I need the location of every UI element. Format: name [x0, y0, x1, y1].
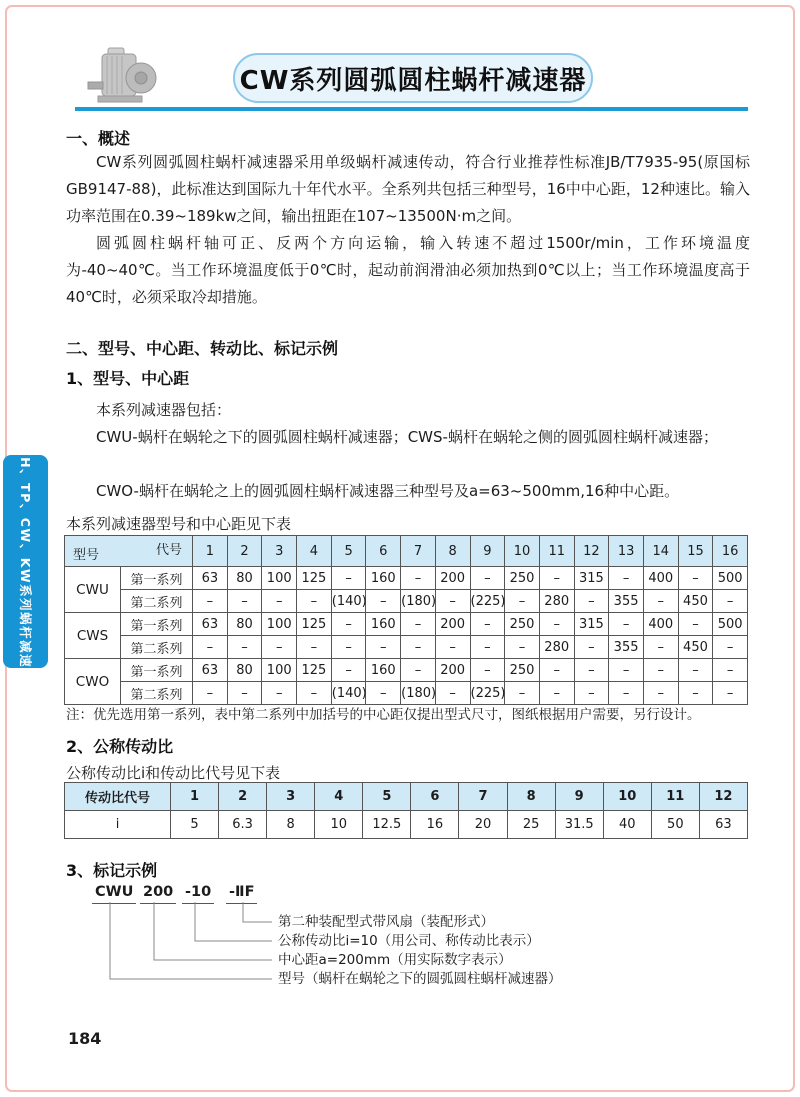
ratio-value-cell: 25	[507, 811, 555, 839]
center-distance-cell: –	[470, 636, 505, 659]
center-distance-cell: 400	[643, 567, 678, 590]
center-distance-cell: –	[609, 567, 644, 590]
center-distance-cell: –	[470, 613, 505, 636]
marking-code-ratio: -10	[182, 884, 214, 904]
center-distance-cell: –	[262, 636, 297, 659]
center-distance-cell: –	[331, 567, 366, 590]
center-distance-cell: –	[609, 659, 644, 682]
center-distance-cell: (180)	[401, 590, 436, 613]
center-distance-cell: 450	[678, 590, 713, 613]
center-distance-cell: (225)	[470, 682, 505, 705]
center-distance-cell: 100	[262, 613, 297, 636]
code-header-cell: 15	[678, 536, 713, 567]
center-distance-cell: –	[401, 636, 436, 659]
center-distance-cell: 280	[539, 636, 574, 659]
ratio-value-cell: 20	[459, 811, 507, 839]
center-distance-cell: –	[574, 636, 609, 659]
series-label-cell: 第一系列	[121, 659, 193, 682]
marking-label-model: 型号（蜗杆在蜗轮之下的圆弧圆柱蜗杆减速器）	[278, 971, 562, 987]
center-distance-cell: –	[401, 567, 436, 590]
ratio-code-cell: 5	[363, 783, 411, 811]
ratio-code-cell: 9	[555, 783, 603, 811]
center-distance-cell: 315	[574, 613, 609, 636]
header-divider	[75, 107, 748, 111]
ratio-table	[64, 782, 748, 839]
center-distance-cell: –	[401, 659, 436, 682]
ratio-code-cell: 12	[699, 783, 747, 811]
table-row	[65, 682, 748, 705]
ratio-value-cell: 6.3	[219, 811, 267, 839]
center-distance-cell: 125	[297, 567, 332, 590]
code-header-cell: 9	[470, 536, 505, 567]
center-distance-cell: –	[574, 659, 609, 682]
table-row	[65, 567, 748, 590]
ratio-code-cell: 7	[459, 783, 507, 811]
center-distance-cell: (180)	[401, 682, 436, 705]
code-header-cell: 6	[366, 536, 401, 567]
ratio-header-row	[65, 783, 748, 811]
center-distance-table-caption: 本系列减速器型号和中心距见下表	[66, 515, 292, 533]
table-row	[65, 613, 748, 636]
center-distance-cell: –	[331, 636, 366, 659]
code-header-cell: 4	[297, 536, 332, 567]
ratio-value-cell: 63	[699, 811, 747, 839]
center-distance-cell: (140)	[331, 682, 366, 705]
code-header-cell: 2	[227, 536, 262, 567]
overview-paragraph: 圆弧圆柱蜗杆轴可正、反两个方向运输，输入转速不超过1500r/min，工作环境温度为-40~40℃。当工作环境温度低于0℃时，起动前润滑油必须加热到0℃以上；当工作环境温度高于40℃时，必须采取冷却措施。	[66, 234, 750, 306]
corner-label-code: 代号	[155, 543, 182, 558]
center-distance-cell: –	[297, 636, 332, 659]
center-distance-cell: 315	[574, 567, 609, 590]
marking-code-center-distance: 200	[140, 884, 176, 904]
ratio-code-cell: 11	[651, 783, 699, 811]
sub3-heading: 3、标记示例	[66, 861, 158, 880]
center-distance-cell: –	[366, 636, 401, 659]
diagonal-corner-cell	[65, 536, 193, 567]
center-distance-cell: –	[366, 682, 401, 705]
center-distance-cell: 80	[227, 613, 262, 636]
center-distance-cell: 500	[713, 567, 748, 590]
center-distance-cell: –	[435, 590, 470, 613]
center-distance-cell: –	[505, 590, 540, 613]
code-header-cell: 11	[539, 536, 574, 567]
center-distance-cell: –	[193, 682, 228, 705]
center-distance-cell: 100	[262, 567, 297, 590]
sub2-heading: 2、公称传动比	[66, 737, 174, 756]
center-distance-cell: –	[366, 590, 401, 613]
code-header-cell: 7	[401, 536, 436, 567]
models-cwu-cws: CWU-蜗杆在蜗轮之下的圆弧圆柱蜗杆减速器；CWS-蜗杆在蜗轮之侧的圆弧圆柱蜗杆减速器；	[96, 428, 718, 446]
ratio-code-cell: 2	[219, 783, 267, 811]
ratio-code-cell: 4	[315, 783, 363, 811]
ratio-value-cell: 12.5	[363, 811, 411, 839]
ratio-code-cell: 3	[267, 783, 315, 811]
models-intro: 本系列减速器包括：	[96, 401, 232, 419]
center-distance-cell: –	[539, 682, 574, 705]
center-distance-cell: –	[609, 613, 644, 636]
series-label-cell: 第二系列	[121, 590, 193, 613]
center-distance-cell: –	[227, 636, 262, 659]
center-distance-cell: –	[678, 659, 713, 682]
center-distance-cell: –	[470, 567, 505, 590]
center-distance-cell: –	[193, 590, 228, 613]
corner-label-model: 型号	[73, 548, 100, 563]
center-distance-cell: –	[678, 682, 713, 705]
center-distance-cell: –	[262, 682, 297, 705]
center-distance-cell: –	[539, 659, 574, 682]
center-distance-cell: 280	[539, 590, 574, 613]
code-header-cell: 13	[609, 536, 644, 567]
center-distance-cell: –	[713, 590, 748, 613]
center-distance-cell: –	[297, 682, 332, 705]
center-distance-cell: –	[678, 613, 713, 636]
center-distance-cell: 200	[435, 659, 470, 682]
section2-heading: 二、型号、中心距、转动比、标记示例	[66, 339, 339, 358]
center-distance-cell: –	[227, 682, 262, 705]
center-distance-cell: –	[713, 636, 748, 659]
ratio-value-cell: 40	[603, 811, 651, 839]
table-row	[65, 590, 748, 613]
center-distance-cell: 200	[435, 567, 470, 590]
ratio-value-cell: 50	[651, 811, 699, 839]
center-distance-cell: –	[574, 682, 609, 705]
center-distance-cell: –	[643, 659, 678, 682]
center-distance-cell: –	[713, 682, 748, 705]
ratio-value-cell: 10	[315, 811, 363, 839]
series-label-cell: 第二系列	[121, 682, 193, 705]
marking-connector-lines	[90, 902, 290, 987]
center-distance-cell: 400	[643, 613, 678, 636]
center-distance-cell: 160	[366, 659, 401, 682]
ratio-code-cell: 8	[507, 783, 555, 811]
series-label-cell: 第二系列	[121, 636, 193, 659]
center-distance-cell: –	[470, 659, 505, 682]
marking-label-ratio: 公称传动比i=10（用公司、称传动比表示）	[278, 933, 540, 949]
ratio-code-cell: 6	[411, 783, 459, 811]
ratio-value-cell: 8	[267, 811, 315, 839]
page-title: CW系列圆弧圆柱蜗杆减速器	[233, 53, 593, 103]
center-distance-cell: 63	[193, 613, 228, 636]
code-header-cell: 5	[331, 536, 366, 567]
ratio-code-cell: 10	[603, 783, 651, 811]
code-header-cell: 10	[505, 536, 540, 567]
center-distance-cell: 500	[713, 613, 748, 636]
center-distance-cell: –	[505, 682, 540, 705]
center-distance-cell: 250	[505, 613, 540, 636]
ratio-value-row	[65, 811, 748, 839]
center-distance-cell: –	[643, 636, 678, 659]
marking-code-assembly: -ⅡF	[226, 884, 257, 904]
code-header-cell: 12	[574, 536, 609, 567]
center-distance-cell: –	[643, 682, 678, 705]
center-distance-cell: (225)	[470, 590, 505, 613]
center-distance-cell: 160	[366, 567, 401, 590]
center-distance-cell: –	[643, 590, 678, 613]
overview-heading: 一、概述	[66, 129, 131, 148]
center-distance-cell: 355	[609, 590, 644, 613]
worm-gearbox-photo	[84, 44, 164, 108]
center-distance-header-row	[65, 536, 748, 567]
center-distance-cell: –	[262, 590, 297, 613]
center-distance-cell: –	[574, 590, 609, 613]
ratio-table-caption: 公称传动比i和传动比代号见下表	[66, 764, 281, 782]
overview-body	[66, 149, 750, 311]
overview-paragraph: CW系列圆弧圆柱蜗杆减速器采用单级蜗杆减速传动，符合行业推荐性标准JB/T7935-95(原国标GB9147-88)，此标准达到国际九十年代水平。全系列共包括三种型号，16中中心距，12种速比。输入功率范围在0.39~189kw之间，输出扭距在107~13500N·m之间。	[66, 153, 750, 225]
center-distance-cell: 125	[297, 613, 332, 636]
center-distance-cell: 80	[227, 659, 262, 682]
center-distance-cell: –	[193, 636, 228, 659]
ratio-value-cell: 31.5	[555, 811, 603, 839]
model-cell: CWO	[65, 659, 121, 705]
center-distance-cell: 250	[505, 659, 540, 682]
code-header-cell: 3	[262, 536, 297, 567]
center-distance-cell: –	[331, 659, 366, 682]
center-distance-cell: –	[435, 636, 470, 659]
ratio-row-label: i	[65, 811, 171, 839]
center-distance-cell: –	[227, 590, 262, 613]
series-label-cell: 第一系列	[121, 613, 193, 636]
worm-gearbox-illustration	[84, 44, 164, 108]
sidebar-series-tab	[3, 441, 48, 682]
center-distance-cell: –	[609, 682, 644, 705]
center-distance-cell: 355	[609, 636, 644, 659]
ratio-value-cell: 5	[171, 811, 219, 839]
ratio-header-label: 传动比代号	[65, 783, 171, 811]
marking-code-model: CWU	[92, 884, 136, 904]
center-distance-cell: –	[505, 636, 540, 659]
series-label-cell: 第一系列	[121, 567, 193, 590]
code-header-cell: 14	[643, 536, 678, 567]
center-distance-table	[64, 535, 748, 705]
center-distance-cell: 200	[435, 613, 470, 636]
code-header-cell: 8	[435, 536, 470, 567]
center-distance-cell: –	[297, 590, 332, 613]
center-distance-cell: –	[539, 567, 574, 590]
ratio-code-cell: 1	[171, 783, 219, 811]
center-distance-cell: –	[331, 613, 366, 636]
sidebar-series-label: WH、TP、CW、KW系列蜗杆减速机	[17, 441, 33, 682]
sub1-heading: 1、型号、中心距	[66, 369, 190, 388]
code-header-cell: 1	[193, 536, 228, 567]
ratio-value-cell: 16	[411, 811, 459, 839]
center-distance-cell: 160	[366, 613, 401, 636]
center-distance-cell: (140)	[331, 590, 366, 613]
table-row	[65, 659, 748, 682]
center-distance-cell: –	[678, 567, 713, 590]
marking-label-assembly: 第二种装配型式带风扇（装配形式）	[278, 914, 494, 930]
marking-label-center-distance: 中心距a=200mm（用实际数字表示）	[278, 952, 512, 968]
center-distance-cell: 63	[193, 659, 228, 682]
table-note: 注：优先选用第一系列，表中第二系列中加括号的中心距仅提出型式尺寸，图纸根据用户需要，另行设计。	[66, 707, 701, 723]
table-row	[65, 636, 748, 659]
center-distance-cell: –	[539, 613, 574, 636]
code-header-cell: 16	[713, 536, 748, 567]
page-number: 184	[68, 1029, 102, 1048]
models-cwo: CWO-蜗杆在蜗轮之上的圆弧圆柱蜗杆减速器三种型号及a=63~500mm,16种中心距。	[96, 482, 680, 500]
center-distance-cell: 63	[193, 567, 228, 590]
model-cell: CWU	[65, 567, 121, 613]
center-distance-cell: 250	[505, 567, 540, 590]
center-distance-cell: –	[401, 613, 436, 636]
model-cell: CWS	[65, 613, 121, 659]
center-distance-cell: 80	[227, 567, 262, 590]
center-distance-cell: 125	[297, 659, 332, 682]
center-distance-cell: –	[435, 682, 470, 705]
center-distance-cell: 100	[262, 659, 297, 682]
center-distance-cell: 450	[678, 636, 713, 659]
center-distance-cell: –	[713, 659, 748, 682]
